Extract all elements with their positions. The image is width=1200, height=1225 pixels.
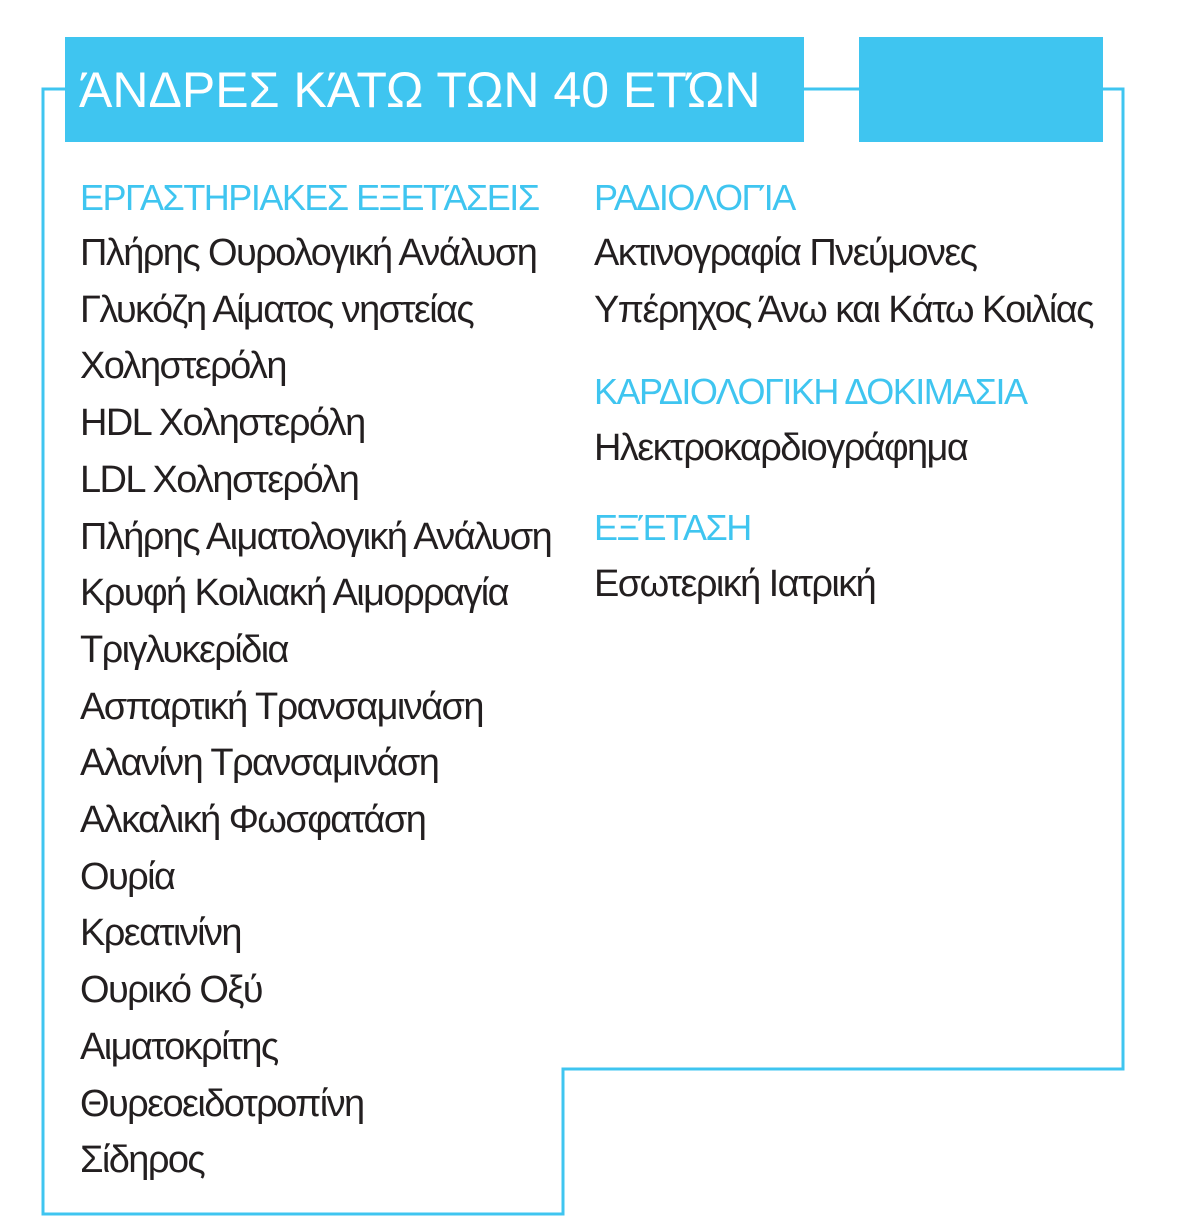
radiology-section bbox=[594, 178, 1093, 339]
lab-tests-heading: ΕΡΓΑΣΤΗΡΙΑΚΕΣ ΕΞΕΤΆΣΕΙΣ bbox=[80, 177, 539, 218]
cardiology-item: Ηλεκτροκαρδιογράφημα bbox=[594, 427, 968, 469]
lab-test-item: HDL Χοληστερόλη bbox=[80, 402, 365, 445]
lab-test-item: Σίδηρος bbox=[80, 1139, 205, 1182]
page-title: ΆΝΔΡΕΣ ΚΆΤΩ ΤΩΝ 40 ΕΤΏΝ bbox=[79, 61, 761, 118]
radiology-item: Ακτινογραφία Πνεύμονες bbox=[594, 232, 977, 274]
radiology-item: Υπέρηχος Άνω και Κάτω Κοιλίας bbox=[594, 289, 1093, 331]
lab-test-item: Ουρία bbox=[80, 855, 175, 898]
lab-test-item: Αιματοκρίτης bbox=[80, 1025, 278, 1068]
lab-test-item: Κρυφή Κοιλιακή Αιμορραγία bbox=[80, 572, 508, 615]
lab-test-item: Γλυκόζη Αίματος νηστείας bbox=[80, 288, 474, 331]
lab-test-item: Ουρικό Οξύ bbox=[80, 969, 262, 1012]
lab-test-item: Πλήρης Αιματολογική Ανάλυση bbox=[80, 515, 552, 558]
title-banner bbox=[65, 37, 804, 142]
lab-test-item: Χοληστερόλη bbox=[80, 345, 286, 388]
radiology-heading: ΡΑΔΙΟΛΟΓΊΑ bbox=[594, 177, 795, 218]
lab-test-item: Ασπαρτική Τρανσαμινάση bbox=[80, 685, 483, 728]
examination-section bbox=[594, 508, 875, 613]
lab-test-item: Θυρεοειδοτροπίνη bbox=[80, 1082, 364, 1125]
lab-test-item: Αλανίνη Τρανσαμινάση bbox=[80, 742, 439, 785]
lab-tests-section bbox=[80, 178, 551, 1189]
examination-heading: ΕΞΈΤΑΣΗ bbox=[594, 507, 751, 548]
lab-test-item: Τριγλυκερίδια bbox=[80, 628, 288, 671]
examination-item: Εσωτερική Ιατρική bbox=[594, 563, 876, 605]
accent-block bbox=[859, 37, 1103, 142]
lab-test-item: Αλκαλική Φωσφατάση bbox=[80, 799, 426, 842]
cardiology-heading: ΚΑΡΔΙΟΛΟΓΙΚΗ ΔΟΚΙΜΑΣΙΑ bbox=[594, 371, 1027, 412]
cardiology-section bbox=[594, 372, 1027, 477]
lab-test-item: Πλήρης Ουρολογική Ανάλυση bbox=[80, 232, 537, 274]
lab-test-item: Κρεατινίνη bbox=[80, 912, 241, 955]
lab-test-item: LDL Χοληστερόλη bbox=[80, 458, 359, 501]
